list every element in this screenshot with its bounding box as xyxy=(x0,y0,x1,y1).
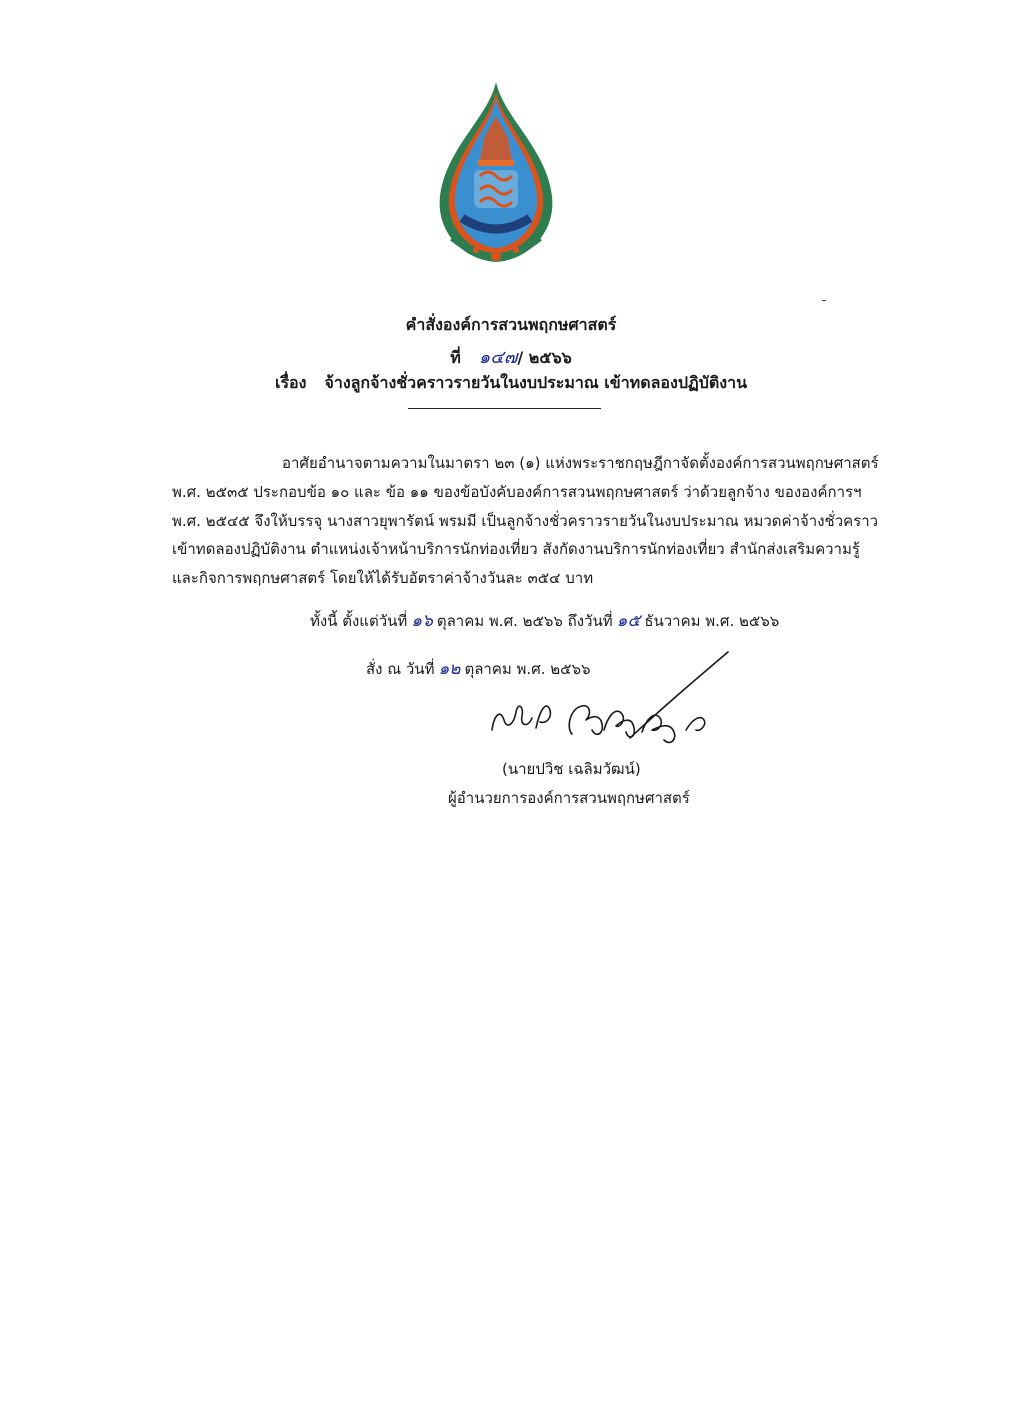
body-line: และกิจการพฤกษศาสตร์ โดยให้ได้รับอัตราค่าจ้างวันละ ๓๕๔ บาท xyxy=(172,569,594,587)
order-date-rest: ตุลาคม พ.ศ. ๒๕๖๖ xyxy=(464,660,591,678)
order-number-suffix: / ๒๕๖๖ xyxy=(517,348,572,367)
end-day-handwritten: ๑๕ xyxy=(616,611,641,631)
body-line: พ.ศ. ๒๕๔๕ จึงให้บรรจุ นางสาวยุพารัตน์ พรมมี เป็นลูกจ้างชั่วคราวรายวันในงบประมาณ หมวดค่าจ้างชั่วคราว xyxy=(172,512,879,530)
period-prefix: ทั้งนี้ ตั้งแต่วันที่ xyxy=(310,612,408,630)
order-number xyxy=(0,342,1022,371)
order-date-prefix: สั่ง ณ วันที่ xyxy=(366,660,435,678)
order-number-handwritten: ๑๔๗ xyxy=(478,347,518,368)
order-subject xyxy=(0,371,1022,396)
order-title: คำสั่งองค์การสวนพฤกษศาสตร์ xyxy=(405,315,617,334)
start-day-handwritten: ๑๖ xyxy=(411,611,433,631)
order-number-label: ที่ xyxy=(450,348,461,367)
body-line: พ.ศ. ๒๕๓๕ ประกอบข้อ ๑๐ และ ข้อ ๑๑ ของข้อบังคับองค์การสวนพฤกษศาสตร์ ว่าด้วยลูกจ้าง ขององค์การฯ xyxy=(172,483,862,501)
organization-seal-logo xyxy=(428,78,564,268)
subject-label: เรื่อง xyxy=(274,373,307,392)
signer-title: ผู้อำนวยการองค์การสวนพฤกษศาสตร์ xyxy=(448,789,690,807)
subject-text: จ้างลูกจ้างชั่วคราวรายวันในงบประมาณ เข้าทดลองปฏิบัติงาน xyxy=(324,373,748,392)
body-line: อาศัยอำนาจตามความในมาตรา ๒๓ (๑) แห่งพระราชกฤษฎีกาจัดตั้งองค์การสวนพฤกษศาสตร์ xyxy=(282,454,879,472)
order-day-handwritten: ๑๒ xyxy=(438,659,461,679)
period-start-rest: ตุลาคม พ.ศ. ๒๕๖๖ ถึงวันที่ xyxy=(436,612,613,630)
body-line: เข้าทดลองปฏิบัติงาน ตำแหน่งเจ้าหน้าบริการนักท่องเที่ยว สังกัดงานบริการนักท่องเที่ยว สำนักส่งเสริมความรู้ xyxy=(172,540,860,558)
signer-name: (นายปวิช เฉลิมวัฒน์) xyxy=(502,760,641,778)
employment-period xyxy=(310,607,779,634)
period-end-rest: ธันวาคม พ.ศ. ๒๕๖๖ xyxy=(644,612,780,630)
header-divider xyxy=(408,408,601,409)
handwritten-signature xyxy=(480,650,740,746)
scan-speck xyxy=(822,300,826,301)
